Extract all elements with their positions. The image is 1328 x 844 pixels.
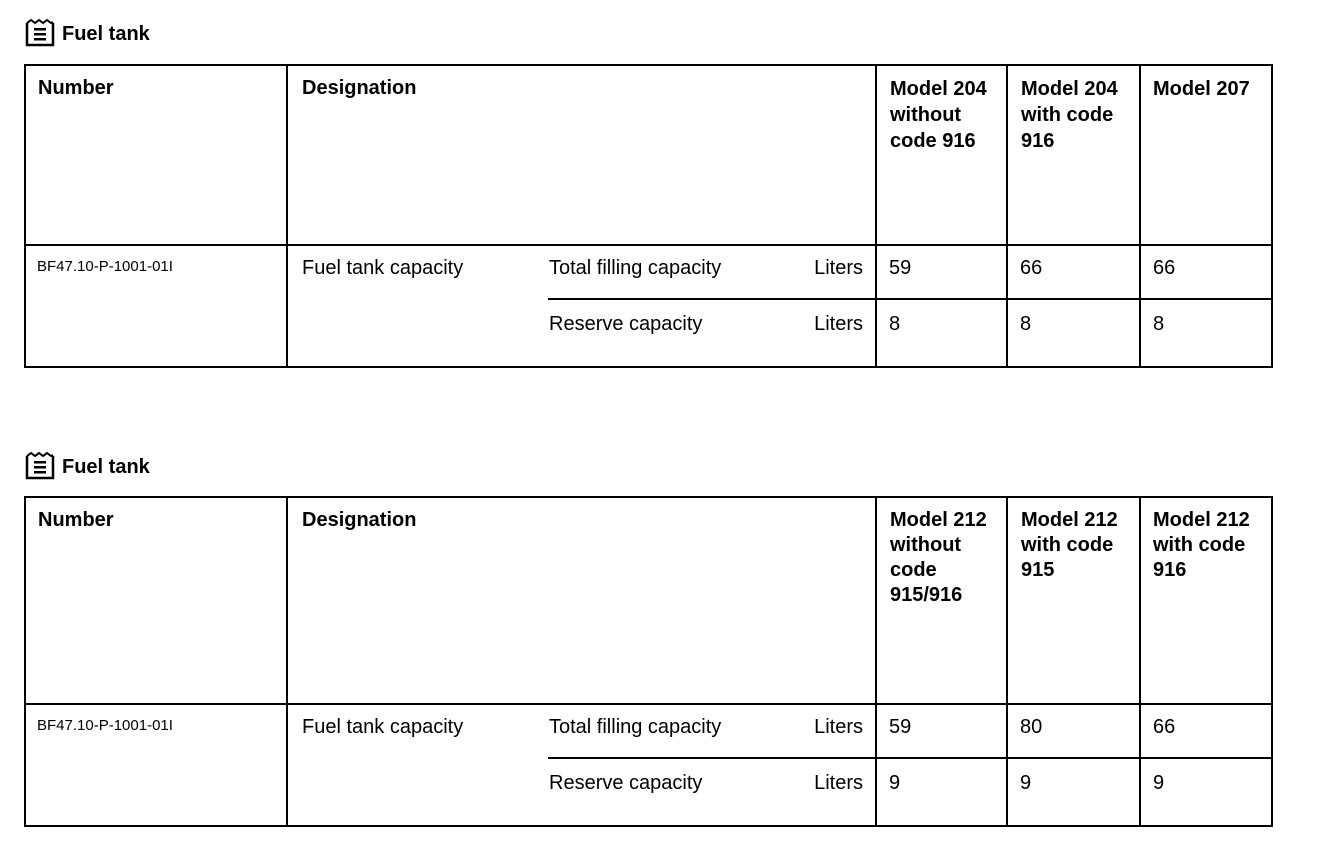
row-number: BF47.10-P-1001-01I <box>25 704 287 826</box>
value-reserve: 8 <box>1153 313 1165 335</box>
row-divider <box>1008 757 1139 759</box>
value-reserve: 9 <box>1020 772 1032 794</box>
header-number: Number <box>25 65 287 245</box>
value-col2 <box>1007 704 1140 826</box>
designation-text: Fuel tank capacity <box>302 257 464 279</box>
sub-row-reserve <box>548 761 875 813</box>
sub-row-total <box>548 246 875 298</box>
designation-cell <box>287 245 876 367</box>
sub-row-total <box>548 705 875 757</box>
header-number: Number <box>25 497 287 704</box>
document-icon <box>24 452 56 482</box>
sub-label: Total filling capacity <box>549 716 722 738</box>
row-divider <box>877 298 1006 300</box>
header-col3: Model 212 with code 916 <box>1140 497 1272 704</box>
value-col1 <box>876 704 1007 826</box>
row-divider <box>877 757 1006 759</box>
sub-label: Reserve capacity <box>549 313 703 335</box>
value-total: 59 <box>889 716 912 738</box>
value-total: 66 <box>1153 257 1176 279</box>
value-reserve: 8 <box>1020 313 1032 335</box>
value-total: 66 <box>1020 257 1043 279</box>
spec-table <box>24 64 1273 368</box>
value-total: 80 <box>1020 716 1043 738</box>
row-divider <box>1141 298 1271 300</box>
designation-cell <box>287 704 876 826</box>
section-title: Fuel tank <box>62 22 150 45</box>
sub-label: Reserve capacity <box>549 772 703 794</box>
value-total: 66 <box>1153 716 1176 738</box>
sub-rows <box>548 705 875 825</box>
header-col2: Model 212 with code 915 <box>1007 497 1140 704</box>
sub-label: Total filling capacity <box>549 257 722 279</box>
section-heading <box>24 18 150 50</box>
document-icon <box>24 19 56 49</box>
header-col2: Model 204 with code 916 <box>1007 65 1140 245</box>
value-col3 <box>1140 704 1272 826</box>
header-col1: Model 212 without code 915/916 <box>876 497 1007 704</box>
unit-label: Liters <box>814 716 863 738</box>
unit-label: Liters <box>814 313 863 335</box>
unit-label: Liters <box>814 257 863 279</box>
header-designation: Designation <box>287 65 876 245</box>
row-number: BF47.10-P-1001-01I <box>25 245 287 367</box>
value-col1 <box>876 245 1007 367</box>
value-reserve: 9 <box>1153 772 1165 794</box>
row-divider <box>1141 757 1271 759</box>
value-col3 <box>1140 245 1272 367</box>
section-heading <box>24 451 150 483</box>
unit-label: Liters <box>814 772 863 794</box>
header-designation: Designation <box>287 497 876 704</box>
section-title: Fuel tank <box>62 455 150 478</box>
value-total: 59 <box>889 257 912 279</box>
spec-table <box>24 496 1273 827</box>
designation-text: Fuel tank capacity <box>302 716 464 738</box>
value-reserve: 9 <box>889 772 901 794</box>
row-divider <box>1008 298 1139 300</box>
header-col1: Model 204 without code 916 <box>876 65 1007 245</box>
sub-row-reserve <box>548 302 875 354</box>
value-col2 <box>1007 245 1140 367</box>
sub-rows <box>548 246 875 366</box>
header-col3: Model 207 <box>1140 65 1272 245</box>
value-reserve: 8 <box>889 313 901 335</box>
row-divider <box>548 757 875 759</box>
row-divider <box>548 298 875 300</box>
